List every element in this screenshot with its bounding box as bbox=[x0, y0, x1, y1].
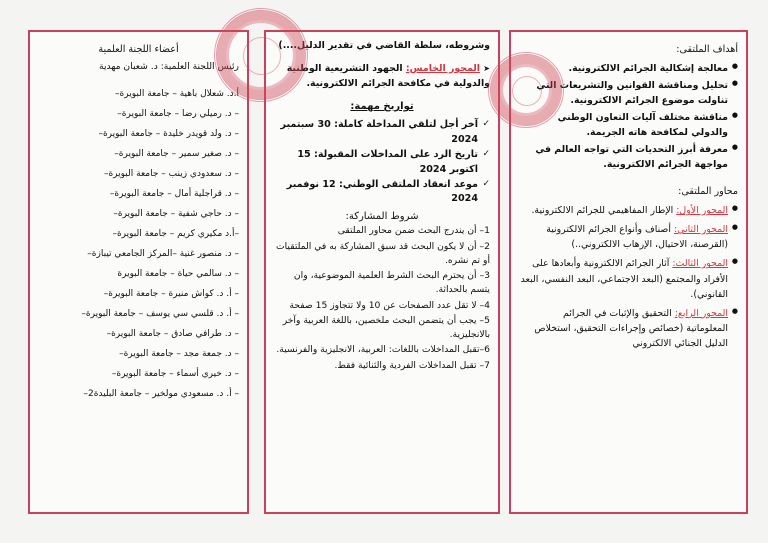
axis-label: المحور الأول: bbox=[676, 205, 728, 217]
axis-5-label: المحور الخامس: bbox=[405, 63, 481, 75]
committee-members bbox=[38, 84, 239, 404]
committee-member: – د. خيري أسماء – جامعة البويرة– bbox=[111, 369, 239, 379]
condition-item: 2– أن لا يكون البحث قد سبق المشاركة به في الملتقيات أو تم نشره. bbox=[275, 240, 490, 266]
goals-title: أهداف الملتقى: bbox=[676, 44, 738, 55]
axes-title: محاور الملتقى: bbox=[678, 186, 738, 198]
axis-item bbox=[519, 306, 738, 351]
date-label: آخر أجل لتلقي المداخلة كاملة: bbox=[334, 119, 478, 131]
goals-axes-panel bbox=[509, 30, 748, 514]
committee-member: – د. صغير سمير – جامعة البويرة– bbox=[114, 149, 239, 159]
axis-item bbox=[519, 222, 738, 252]
axis-item bbox=[519, 256, 738, 301]
committee-member: – د. رميلي رضا – جامعة البويرة– bbox=[117, 109, 239, 119]
condition-item: 1– أن يندرج البحث ضمن محاور الملتقى bbox=[337, 225, 490, 237]
committee-member: – د. ولد قويدر خليدة – جامعة البويرة– bbox=[98, 129, 239, 139]
committee-member: – أ. د. كواش منيرة – جامعة البويرة– bbox=[103, 289, 239, 299]
committee-member: – د. قراجلية أمال – جامعة البويرة– bbox=[109, 189, 239, 199]
committee-member: – د. سالمي حياة – جامعة البويرة bbox=[117, 269, 239, 279]
committee-member: – أ. د. مسعودي مولخير – جامعة البليدة2– bbox=[83, 389, 239, 399]
committee-title: أعضاء اللجنة العلمية bbox=[98, 44, 179, 55]
committee-member: أ.د. شعلال باهية – جامعة البويرة– bbox=[115, 89, 239, 99]
date-item bbox=[274, 118, 490, 148]
dates-conditions-panel bbox=[264, 30, 500, 514]
condition-item: 7– تقبل المداخلات الفردية والثنائية فقط. bbox=[334, 359, 490, 371]
condition-item: 3– أن يحترم البحث الشرط العلمية الموضوعية، وان يتسم بالحداثة. bbox=[293, 270, 490, 296]
committee-panel bbox=[28, 30, 249, 514]
goal-item: ● تحليل ومناقشة القوانين والتشريعات التي تناولت موضوع الجرائم الالكترونية. bbox=[519, 78, 738, 108]
committee-head: رئيس اللجنة العلمية: د. شعبان مهدية bbox=[99, 61, 239, 72]
committee-member: – د. طرافي صادق – جامعة البويرة– bbox=[106, 329, 239, 339]
condition-item: 5– يجب أن يتضمن البحث ملخصين، باللغة العربية وآخر بالانجليزية. bbox=[282, 314, 490, 341]
axis-label: المحور الرابع: bbox=[674, 307, 728, 319]
date-value: 12 نوفمبر 2024 bbox=[286, 178, 478, 205]
check-icon: ✓ bbox=[482, 148, 490, 159]
date-label: موعد انعقاد الملتقى الوطني: bbox=[339, 178, 478, 190]
date-item bbox=[274, 178, 490, 208]
axis-text: الإطار المفاهيمي للجرائم الالكترونية. bbox=[531, 205, 674, 217]
axis-text: التحقيق والإثبات في الجرائم المعلوماتية (خصائص وإجراءات التحقيق، استخلاص الدليل الجنائي الالكتروني bbox=[534, 307, 728, 349]
conditions-title: شروط المشاركة: bbox=[345, 211, 419, 223]
axis-text: أصناف وأنواع الجرائم الالكترونية (القرصنة، الاحتيال، الإرهاب الالكتروني..) bbox=[546, 224, 728, 251]
committee-member: – د. جمعة مجد – جامعة البويرة– bbox=[119, 349, 239, 359]
condition-item: 6–تقبل المداخلات باللغات: العربية، الانجليزية والفرنسية. bbox=[276, 344, 490, 356]
dates-title: تواريخ مهمة: bbox=[350, 101, 414, 113]
axis-4-continuation: وشروطه، سلطة القاضي في تقدير الدليل....) bbox=[278, 40, 490, 51]
goal-item: ● مناقشة مختلف آليات التعاون الوطني والدولي لمكافحة هاته الجريمة. bbox=[519, 110, 738, 140]
committee-member: – د. سعدودي زينب – جامعة البويرة– bbox=[103, 169, 239, 179]
axis-label: المحور الثاني: bbox=[673, 224, 728, 236]
committee-member: –أ.د مكيري كريم – جامعة البويرة– bbox=[112, 229, 239, 239]
condition-item: 4– لا تقل عدد الصفحات عن 10 ولا تتجاوز 15 صفحة bbox=[289, 299, 490, 311]
committee-member: – د. حاجي شفية – جامعة البويرة– bbox=[113, 209, 239, 219]
axis-5-text: الجهود التشريعية الوطنية والدولية في مكافحة الجرائم الالكترونية. bbox=[286, 63, 490, 90]
arrow-icon: ➤ bbox=[483, 64, 490, 74]
goal-item: ● معالجة إشكالية الجرائم الالكترونية. bbox=[519, 61, 738, 76]
check-icon: ✓ bbox=[482, 178, 490, 189]
check-icon: ✓ bbox=[482, 119, 490, 130]
committee-member: – د. منصور غنية –المركز الجامعي تيبازة– bbox=[87, 249, 239, 259]
axis-5 bbox=[274, 61, 490, 91]
axis-item bbox=[519, 203, 738, 218]
date-label: تاريخ الرد على المداخلات المقبولة: bbox=[314, 148, 478, 160]
date-value: 30 سبتمبر 2024 bbox=[280, 119, 478, 145]
date-item bbox=[274, 148, 490, 178]
axis-label: المحور الثالث: bbox=[672, 258, 728, 270]
goal-item: ● معرفة أبرز التحديات التي تواجه العالم في مواجهة الجرائم الالكترونية. bbox=[519, 142, 738, 172]
committee-member: – أ. د. قلسي سي يوسف – جامعة البويرة– bbox=[81, 309, 239, 319]
axis-text: آثار الجرائم الالكترونية وأبعادها على الأفراد والمجتمع (البعد الاجتماعي، البعد النفسي، البعد القانوني). bbox=[520, 258, 728, 300]
date-value: 15 اكتوبر 2024 bbox=[297, 148, 478, 175]
